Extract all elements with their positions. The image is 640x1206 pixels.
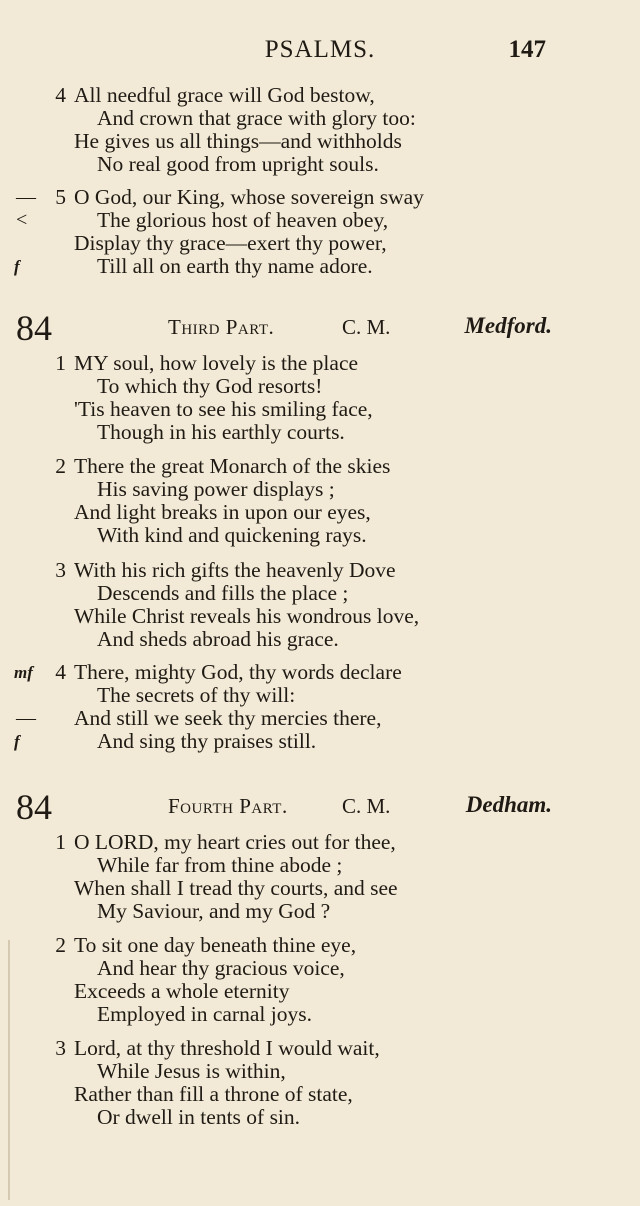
dynamic-mark: <	[16, 209, 28, 231]
verse-text: No real good from upright souls.	[97, 152, 379, 176]
verse-line	[0, 153, 640, 176]
verse-line	[0, 209, 640, 232]
verse-line	[0, 605, 640, 628]
hymn-meter: C. M.	[342, 315, 391, 339]
verse-number: 3	[55, 1036, 66, 1060]
verse-text: Though in his earthly courts.	[97, 420, 345, 444]
page-edge-shadow	[8, 940, 10, 1200]
verse-number: 4	[55, 83, 66, 107]
verse-line	[0, 255, 640, 278]
verse-text: To sit one day beneath thine eye,	[74, 933, 357, 957]
verse-text: And sing thy praises still.	[97, 729, 317, 753]
verse-line	[0, 1003, 640, 1026]
verse-line	[0, 352, 640, 375]
verse-text: While Christ reveals his wondrous love,	[74, 604, 420, 628]
verse-text: There, mighty God, thy words declare	[74, 660, 402, 684]
verse-line	[0, 582, 640, 605]
verse-text: When shall I tread thy courts, and see	[74, 876, 398, 900]
verse-line	[0, 84, 640, 107]
dynamic-mark: —	[16, 707, 36, 729]
verse-number: 5	[55, 185, 66, 209]
verse-text: The secrets of thy will:	[97, 683, 296, 707]
stanza	[0, 186, 640, 278]
verse-number: 4	[55, 660, 66, 684]
verse-text: With kind and quickening rays.	[97, 523, 367, 547]
verse-text: All needful grace will God bestow,	[74, 83, 375, 107]
verse-text: Exceeds a whole eternity	[74, 979, 290, 1003]
page-number: 147	[508, 36, 546, 63]
verse-line	[0, 130, 640, 153]
verse-text: While far from thine abode ;	[97, 853, 343, 877]
hymn-part: Fourth Part.	[168, 794, 288, 818]
verse-text: And crown that grace with glory too:	[97, 106, 416, 130]
verse-text: MY soul, how lovely is the place	[74, 351, 359, 375]
dynamic-mark: —	[16, 186, 36, 208]
hymn-heading	[0, 786, 640, 826]
verse-text: Or dwell in tents of sin.	[97, 1105, 301, 1129]
verse-text: And hear thy gracious voice,	[97, 956, 345, 980]
verse-text: The glorious host of heaven obey,	[97, 208, 389, 232]
verse-line	[0, 707, 640, 730]
stanza	[0, 934, 640, 1026]
verse-line	[0, 730, 640, 753]
verse-line	[0, 684, 640, 707]
hymn-meter: C. M.	[342, 794, 391, 818]
verse-text: Till all on earth thy name adore.	[97, 254, 373, 278]
stanza	[0, 352, 640, 444]
stanza	[0, 559, 640, 651]
verse-number: 3	[55, 558, 66, 582]
verse-text: While Jesus is within,	[97, 1059, 286, 1083]
hymn-number: 84	[16, 787, 52, 827]
verse-text: And still we seek thy mercies there,	[74, 706, 382, 730]
stanza	[0, 84, 640, 176]
verse-number: 1	[55, 830, 66, 854]
verse-line	[0, 455, 640, 478]
verse-line	[0, 524, 640, 547]
hymn-part: Third Part.	[168, 315, 275, 339]
verse-text: With his rich gifts the heavenly Dove	[74, 558, 396, 582]
verse-text: Descends and fills the place ;	[97, 581, 349, 605]
verse-line	[0, 957, 640, 980]
verse-text: My Saviour, and my God ?	[97, 899, 331, 923]
verse-line	[0, 186, 640, 209]
verse-line	[0, 934, 640, 957]
stanza	[0, 1037, 640, 1129]
verse-line	[0, 375, 640, 398]
verse-line	[0, 107, 640, 130]
verse-line	[0, 232, 640, 255]
dynamic-mark: f	[14, 732, 20, 751]
verse-text: His saving power displays ;	[97, 477, 335, 501]
verse-text: Lord, at thy threshold I would wait,	[74, 1036, 380, 1060]
verse-text: There the great Monarch of the skies	[74, 454, 391, 478]
verse-line	[0, 628, 640, 651]
verse-line	[0, 661, 640, 684]
verse-line	[0, 1037, 640, 1060]
verse-line	[0, 980, 640, 1003]
verse-line	[0, 831, 640, 854]
verse-text: 'Tis heaven to see his smiling face,	[74, 397, 373, 421]
stanza	[0, 661, 640, 753]
verse-line	[0, 478, 640, 501]
verse-line	[0, 1060, 640, 1083]
verse-text: O God, our King, whose sovereign sway	[74, 185, 424, 209]
verse-line	[0, 1083, 640, 1106]
verse-line	[0, 877, 640, 900]
verse-line	[0, 421, 640, 444]
verse-line	[0, 398, 640, 421]
tune-name: Dedham.	[465, 792, 552, 817]
verse-line	[0, 1106, 640, 1129]
running-title: PSALMS.	[264, 36, 376, 63]
dynamic-mark: f	[14, 257, 20, 276]
verse-line	[0, 900, 640, 923]
verse-line	[0, 854, 640, 877]
verse-line	[0, 501, 640, 524]
page-header	[0, 36, 640, 70]
verse-text: Display thy grace—exert thy power,	[74, 231, 387, 255]
hymn-number: 84	[16, 308, 52, 348]
verse-number: 2	[55, 933, 66, 957]
verse-text: Employed in carnal joys.	[97, 1002, 312, 1026]
hymn-heading	[0, 307, 640, 347]
verse-line	[0, 559, 640, 582]
verse-text: He gives us all things—and withholds	[74, 129, 402, 153]
verse-number: 2	[55, 454, 66, 478]
verse-text: To which thy God resorts!	[97, 374, 323, 398]
verse-text: O LORD, my heart cries out for thee,	[74, 830, 396, 854]
verse-number: 1	[55, 351, 66, 375]
verse-text: Rather than fill a throne of state,	[74, 1082, 353, 1106]
stanza	[0, 455, 640, 547]
verse-text: And light breaks in upon our eyes,	[74, 500, 371, 524]
verse-text: And sheds abroad his grace.	[97, 627, 339, 651]
dynamic-mark: mf	[14, 663, 33, 682]
stanza	[0, 831, 640, 923]
tune-name: Medford.	[464, 313, 552, 338]
